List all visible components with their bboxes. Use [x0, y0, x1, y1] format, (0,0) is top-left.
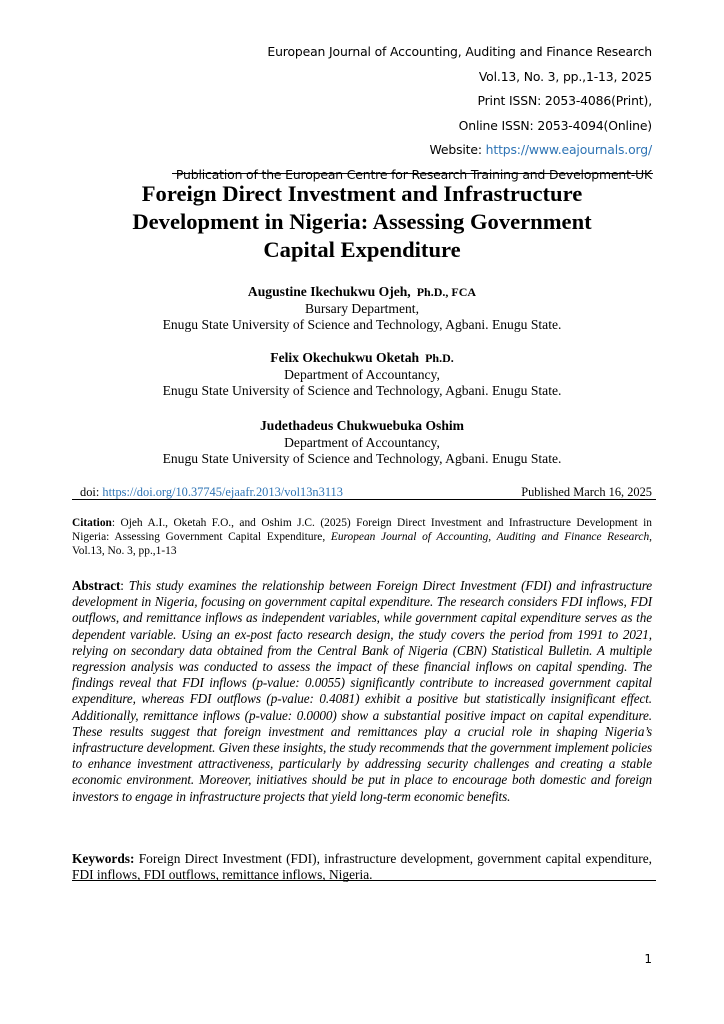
author-institution: Enugu State University of Science and Technology, Agbani. Enugu State.: [162, 317, 562, 332]
author-department: Bursary Department,: [304, 300, 419, 316]
page-number: 1: [644, 952, 652, 966]
author-block: [72, 350, 652, 400]
title-line: Capital Expenditure: [263, 237, 461, 262]
citation-volume: , Vol.13, No. 3, pp.,1-13: [72, 530, 652, 557]
author-block: [72, 418, 652, 468]
website-label: Website:: [429, 142, 486, 157]
title-line: Development in Nigeria: Assessing Government: [132, 209, 592, 234]
author-degree: Ph.D., FCA: [416, 285, 477, 299]
publisher-line: Publication of the European Centre for Research Training and Development-UK: [175, 166, 652, 182]
keywords-divider: [72, 880, 656, 881]
doi-line: [80, 485, 652, 500]
abstract-label: Abstract: [72, 578, 121, 593]
header-divider: [172, 173, 653, 174]
volume-info: Vol.13, No. 3, pp.,1-13, 2025: [478, 68, 652, 84]
citation-journal: European Journal of Accounting, Auditing and Finance Research: [330, 530, 650, 543]
doi-divider: [72, 499, 656, 500]
author-block: [72, 284, 652, 334]
website-line: [92, 138, 652, 163]
author-degree: Ph.D.: [425, 351, 454, 365]
doi-link[interactable]: https://doi.org/10.37745/ejaafr.2013/vol13n3113: [102, 485, 343, 499]
author-name: Judethadeus Chukwuebuka Oshim: [260, 418, 464, 433]
author-department: Department of Accountancy,: [284, 434, 440, 450]
author-name: Felix Okechukwu Oketah: [270, 350, 420, 365]
author-institution: Enugu State University of Science and Technology, Agbani. Enugu State.: [162, 383, 562, 398]
author-name: Augustine Ikechukwu Ojeh,: [247, 284, 411, 299]
published-date: Published March 16, 2025: [521, 485, 652, 499]
citation-label: Citation: [72, 517, 112, 529]
print-issn: Print ISSN: 2053-4086(Print),: [477, 93, 652, 108]
citation-text: : Ojeh A.I., Oketah F.O., and Oshim J.C. (2025) Foreign Direct Investment and Infrastructure Development in Nigeria: Assessing Government Capital Expenditure,: [72, 517, 652, 543]
doi-label: doi:: [80, 485, 103, 499]
keywords: [72, 851, 652, 883]
journal-name: European Journal of Accounting, Auditing and Finance Research: [267, 44, 652, 59]
website-link[interactable]: https://www.eajournals.org/: [485, 142, 652, 157]
abstract: [72, 578, 652, 805]
abstract-text: This study examines the relationship between Foreign Direct Investment (FDI) and infrastructure development in Nigeria, focusing on government capital expenditure. The research considers FDI inflows, FDI outflows, and remittance inflows as independent variables, while government capital expenditure serves as the dependent variable. Using an ex-post facto research design, the study covers the period from 1991 to 2021, relying on secondary data obtained from the Central Bank of Nigeria (CBN) Statistical Bulletin. A multiple regression analysis was conducted to assess the impact of these financial inflows on capital spending. The findings reveal that FDI inflows (p-value: 0.0055) significantly contribute to increased government capital expenditure, whereas FDI outflows (p-value: 0.4081) exhibit a positive but statistically insignificant effect. Additionally, remittance inflows (p-value: 0.0000) show a substantial positive impact on capital expenditure. These results suggest that foreign investment and remittances play a crucial role in shaping Nigeria’s infrastructure development. Given these insights, the study recommends that the government implement policies to enhance investment attractiveness, particularly by addressing security challenges and creating a stable economic environment. Moreover, initiatives should be put in place to encourage both domestic and foreign investors to engage in infrastructure projects that yield long-term economic benefits.: [72, 578, 653, 804]
title-line: Foreign Direct Investment and Infrastructure: [141, 181, 583, 206]
keywords-label: Keywords:: [72, 851, 135, 866]
author-institution: Enugu State University of Science and Technology, Agbani. Enugu State.: [162, 451, 562, 466]
citation: [72, 517, 652, 558]
journal-header: [92, 40, 652, 185]
author-department: Department of Accountancy,: [284, 366, 440, 382]
abstract-colon: :: [120, 578, 129, 593]
paper-title: [72, 180, 652, 264]
keywords-text: Foreign Direct Investment (FDI), infrastructure development, government capital expenditure, FDI inflows, FDI outflows, remittance inflows, Nigeria.: [72, 851, 652, 882]
online-issn: Online ISSN: 2053-4094(Online): [458, 117, 652, 133]
